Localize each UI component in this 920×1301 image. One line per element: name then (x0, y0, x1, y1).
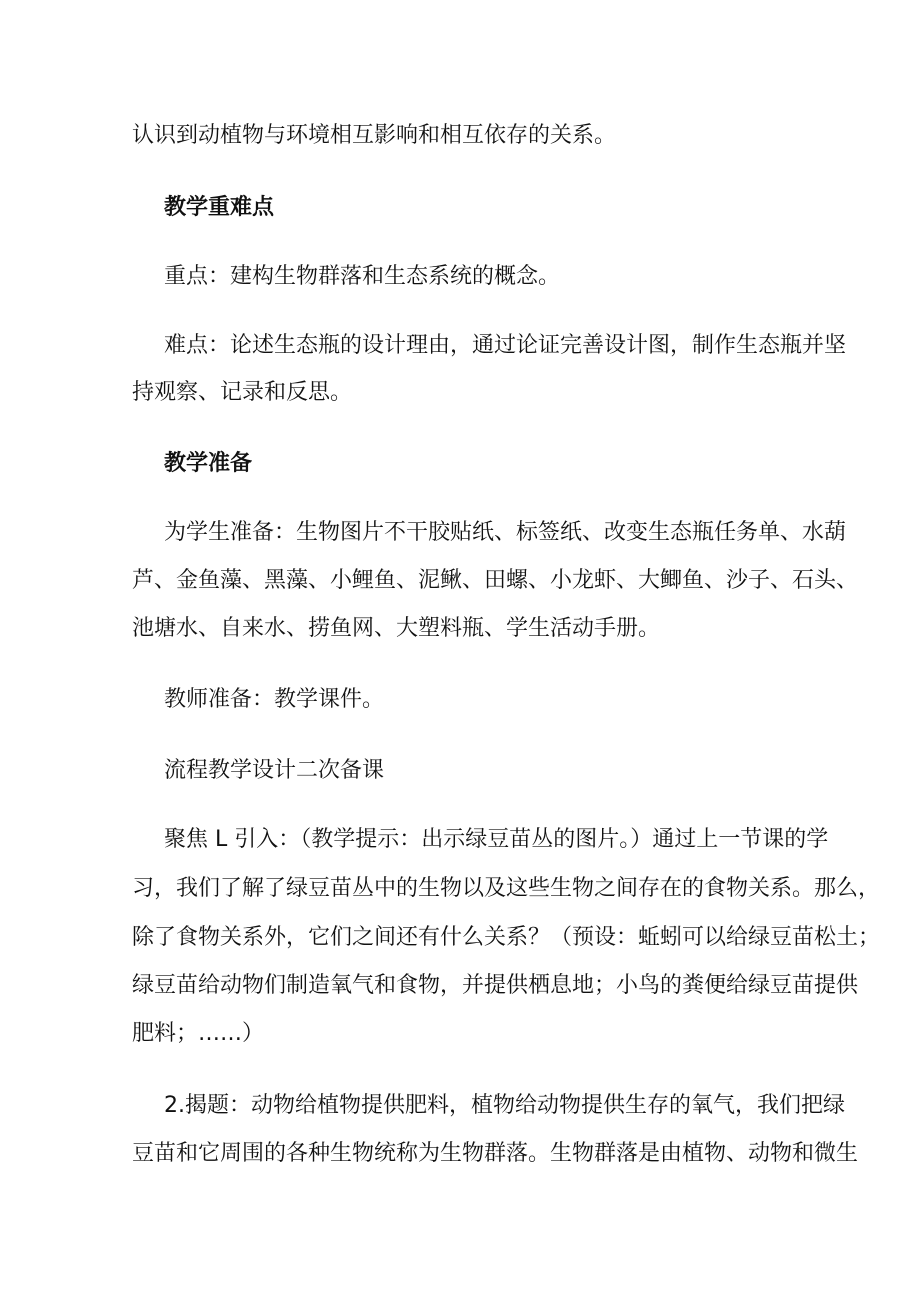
paragraph-line: 流程教学设计二次备课 (164, 758, 385, 783)
paragraph-line: 习，我们了解了绿豆苗丛中的生物以及这些生物之间存在的食物关系。那么， (132, 876, 881, 901)
section-heading: 教学准备 (164, 451, 253, 476)
paragraph-line: 除了食物关系外，它们之间还有什么关系？（预设：蚯蚓可以给绿豆苗松土； (132, 925, 881, 950)
paragraph-line: 绿豆苗给动物们制造氧气和食物，并提供栖息地；小鸟的粪便给绿豆苗提供 (132, 973, 859, 998)
paragraph-line: 难点：论述生态瓶的设计理由，通过论证完善设计图，制作生态瓶并坚 (164, 333, 847, 358)
paragraph-line: 认识到动植物与环境相互影响和相互依存的关系。 (132, 123, 617, 148)
paragraph-line: 重点：建构生物群落和生态系统的概念。 (164, 264, 561, 289)
paragraph-line: 2.揭题：动物给植物提供肥料，植物给动物提供生存的氧气，我们把绿 (164, 1093, 845, 1118)
paragraph-line: 为学生准备：生物图片不干胶贴纸、标签纸、改变生态瓶任务单、水葫 (164, 520, 847, 545)
paragraph-line: 豆苗和它周围的各种生物统称为生物群落。生物群落是由植物、动物和微生 (132, 1141, 859, 1166)
section-heading: 教学重难点 (164, 195, 275, 220)
paragraph-line: 教师准备：教学课件。 (164, 687, 385, 712)
paragraph-line: 肥料；……） (132, 1021, 265, 1046)
paragraph-line: 持观察、记录和反思。 (132, 380, 353, 405)
paragraph-line: 聚焦 L 引入：（教学提示：出示绿豆苗丛的图片。）通过上一节课的学 (164, 827, 829, 852)
paragraph-line: 芦、金鱼藻、黑藻、小鲤鱼、泥鳅、田螺、小龙虾、大鲫鱼、沙子、石头、 (132, 568, 859, 593)
paragraph-line: 池塘水、自来水、捞鱼网、大塑料瓶、学生活动手册。 (132, 616, 661, 641)
